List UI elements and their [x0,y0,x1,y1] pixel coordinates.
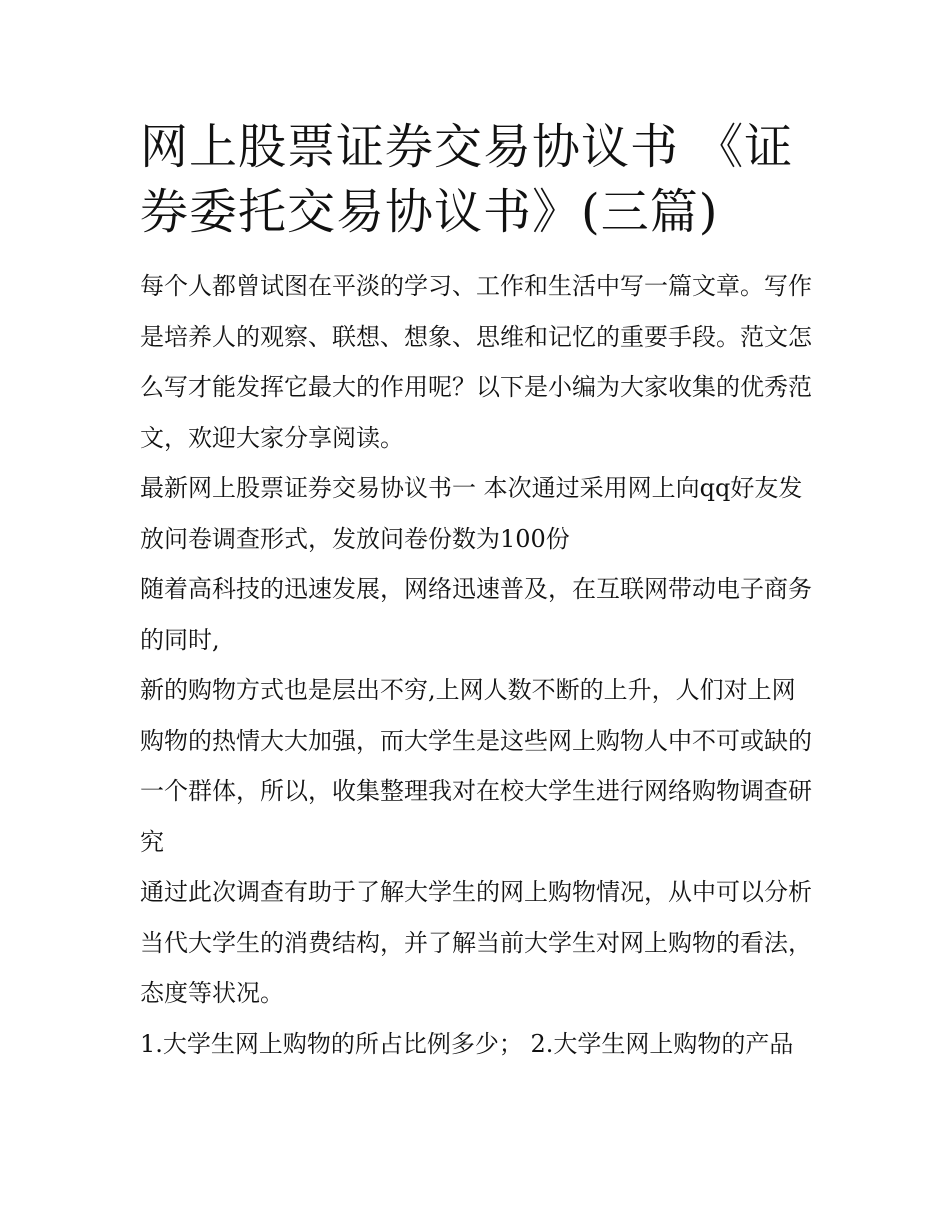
paragraph-questions: 1.大学生网上购物的所占比例多少； 2.大学生网上购物的产品 [140,1029,794,1058]
document-content [140,115,815,1069]
paragraph-shopping-trend: 新的购物方式也是层出不穷,上网人数不断的上升，人们对上网购物的热情大大加强，而大学生是这些网上购物人中不可或缺的一个群体，所以，收集整理我对在校大学生进行网络购物调查研究 [140,676,812,856]
document-title: 网上股票证券交易协议书 《证券委托交易协议书》(三篇) [140,119,794,240]
paragraph-purpose: 通过此次调查有助于了解大学生的网上购物情况，从中可以分析当代大学生的消费结构，并了解当前大学生对网上购物的看法，态度等状况。 [140,878,812,1007]
paragraph-survey-method: 最新网上股票证券交易协议书一 本次通过采用网上向qq好友发放问卷调查形式，发放问卷份数为100份 [140,474,803,553]
paragraph-intro: 每个人都曾试图在平淡的学习、工作和生活中写一篇文章。写作是培养人的观察、联想、想象、思维和记忆的重要手段。范文怎么写才能发挥它最大的作用呢？以下是小编为大家收集的优秀范文，欢迎大家分享阅读。 [140,272,812,452]
paragraph-background: 随着高科技的迅速发展，网络迅速普及，在互联网带动电子商务的同时, [140,575,812,654]
